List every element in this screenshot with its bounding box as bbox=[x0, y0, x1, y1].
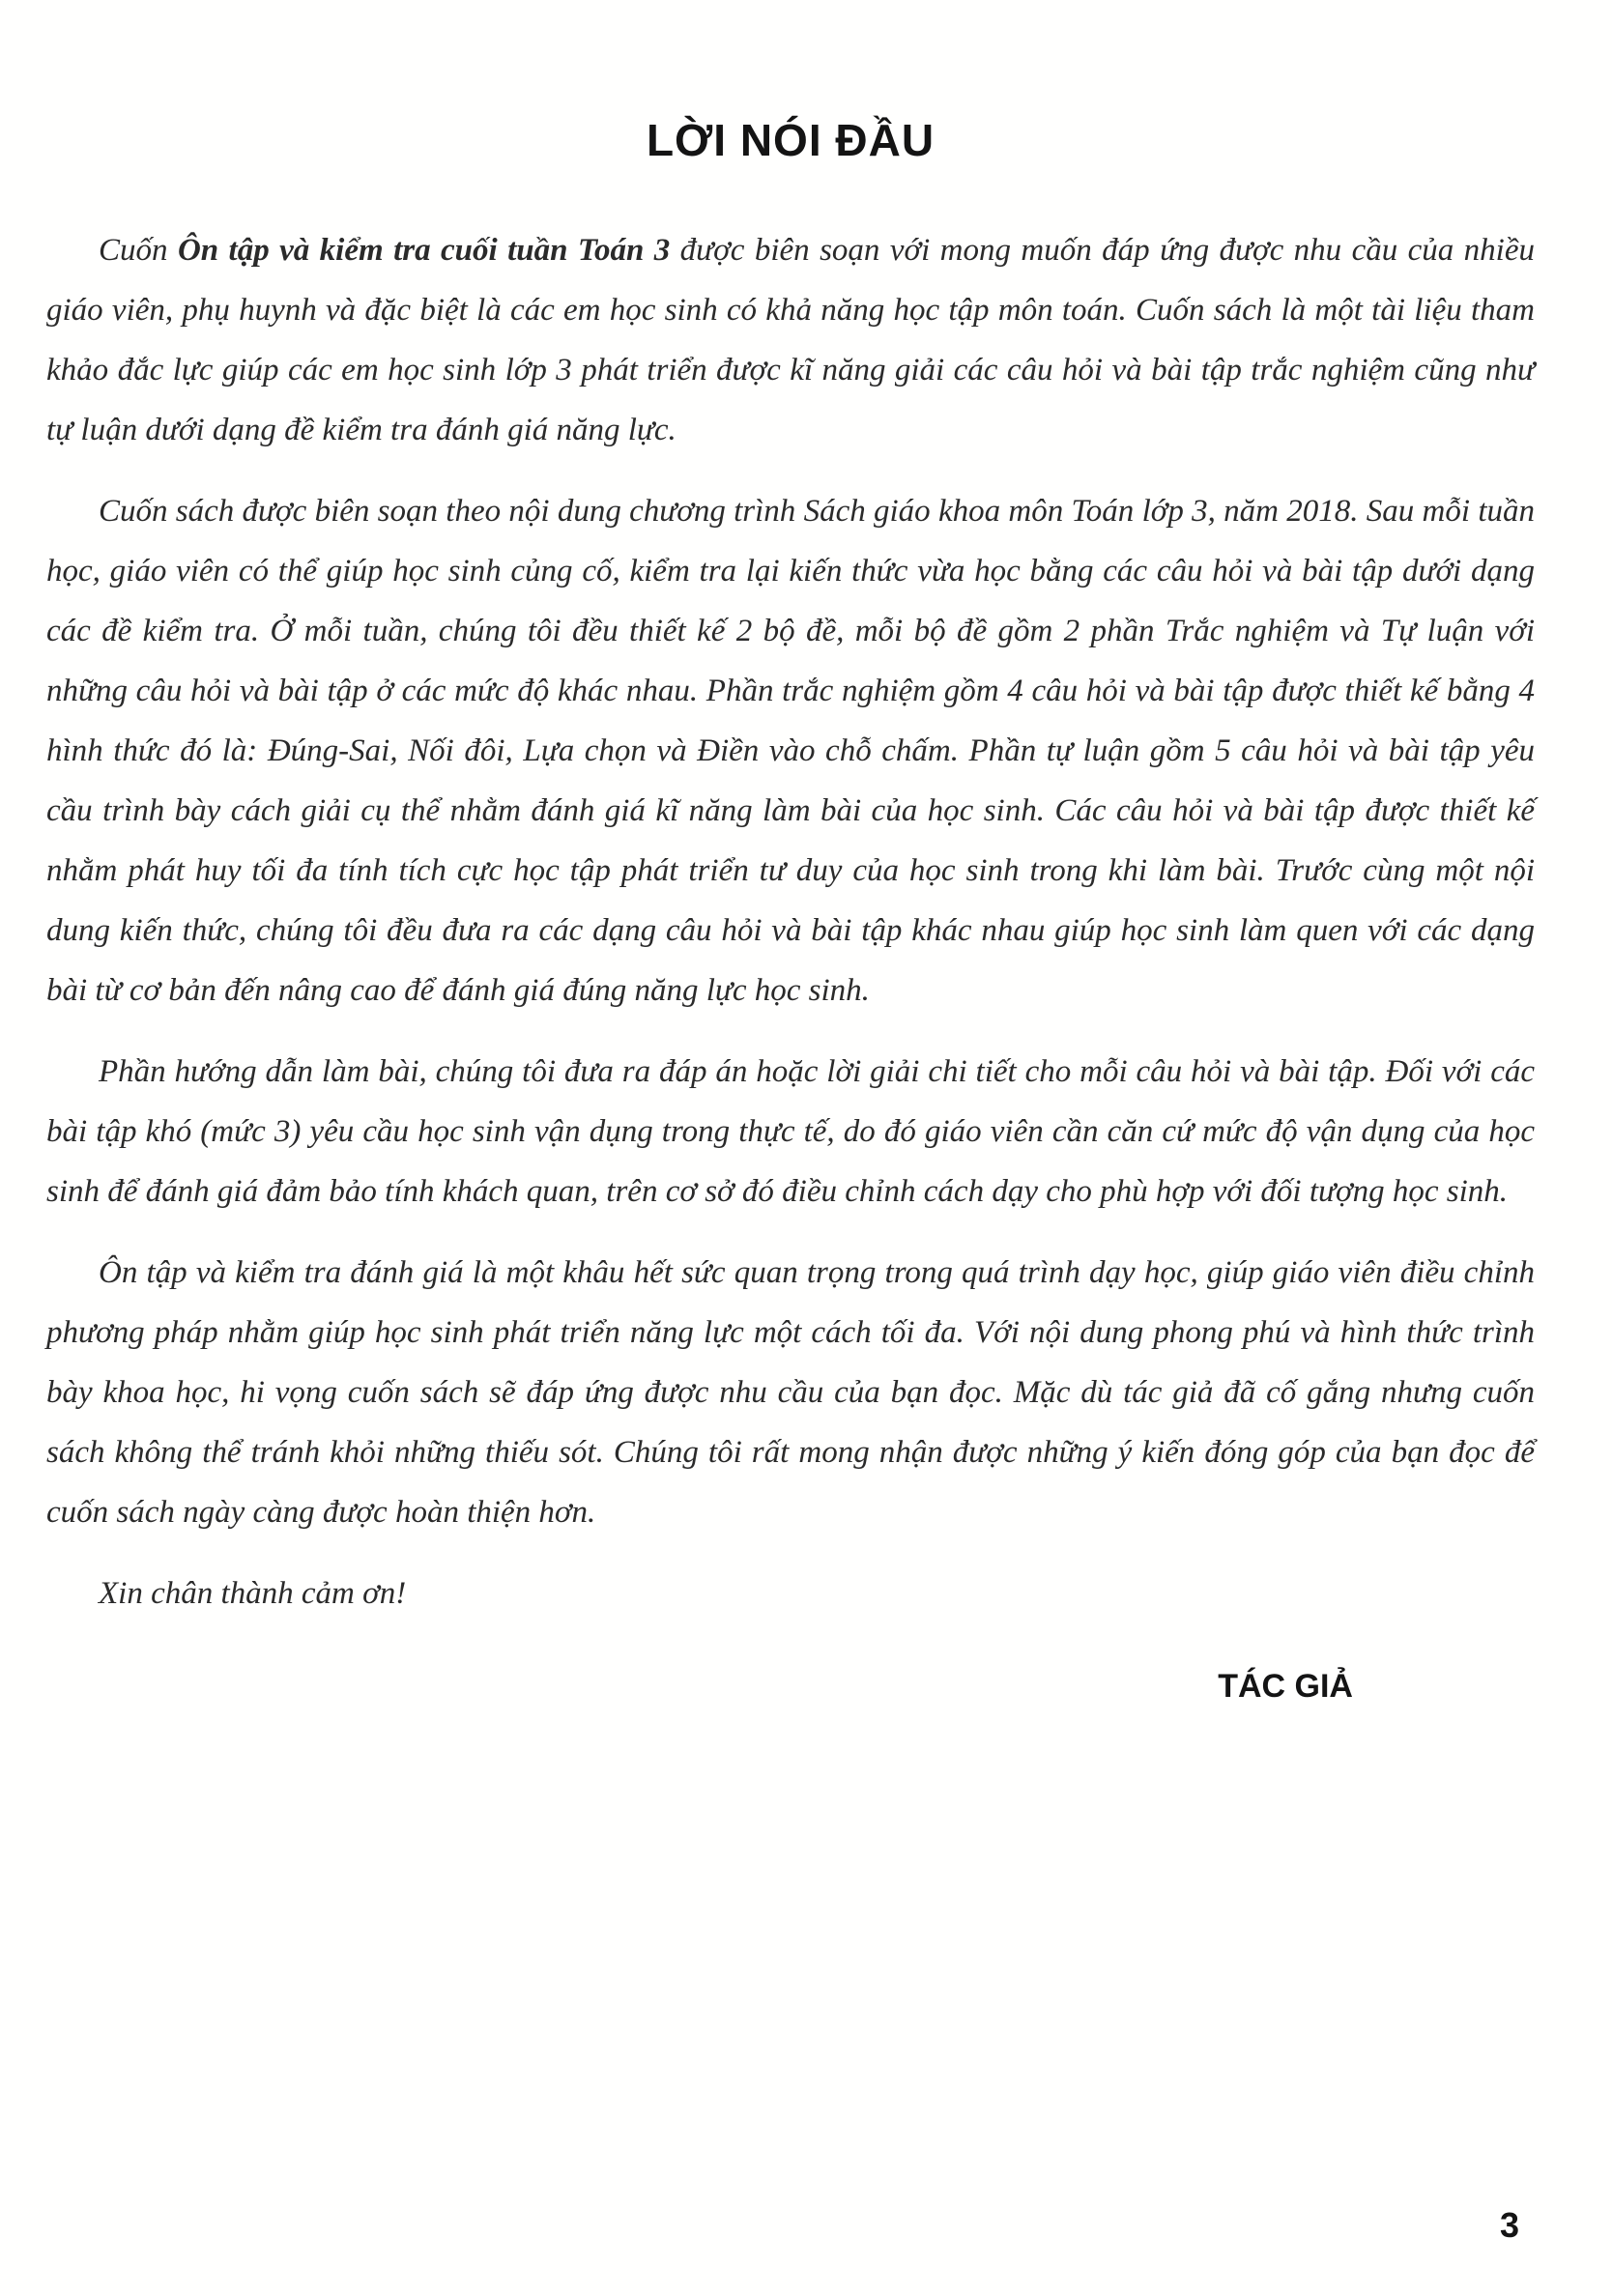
paragraph-guidance: Phần hướng dẫn làm bài, chúng tôi đưa ra đáp án hoặc lời giải chi tiết cho mỗi câu hỏi và bài tập. Đối với các bài tập khó (mức 3) yêu cầu học sinh vận dụng trong thực tế, do đó giáo viên cần căn cứ mức độ vận dụng của học sinh để đánh giá đảm bảo tính khách quan, trên cơ sở đó điều chỉnh cách dạy cho phù hợp với đối tượng học sinh. bbox=[46, 1054, 1535, 1209]
author-signature: TÁC GIẢ bbox=[1218, 1668, 1353, 1705]
page-title: LỜI NÓI ĐẦU bbox=[646, 115, 936, 165]
page-number: 3 bbox=[1499, 2205, 1519, 2245]
paragraph-structure: Cuốn sách được biên soạn theo nội dung chương trình Sách giáo khoa môn Toán lớp 3, năm 2018. Sau mỗi tuần học, giáo viên có thể giúp học sinh củng cố, kiểm tra lại kiến thức vừa học bằng các câu hỏi và bài tập dưới dạng các đề kiểm tra. Ở mỗi tuần, chúng tôi đều thiết kế 2 bộ đề, mỗi bộ đề gồm 2 phần Trắc nghiệm và Tự luận với những câu hỏi và bài tập ở các mức độ khác nhau. Phần trắc nghiệm gồm 4 câu hỏi và bài tập được thiết kế bằng 4 hình thức đó là: Đúng-Sai, Nối đôi, Lựa chọn và Điền vào chỗ chấm. Phần tự luận gồm 5 câu hỏi và bài tập yêu cầu trình bày cách giải cụ thể nhằm đánh giá kĩ năng làm bài của học sinh. Các câu hỏi và bài tập được thiết kế nhằm phát huy tối đa tính tích cực học tập phát triển tư duy của học sinh trong khi làm bài. Trước cùng một nội dung kiến thức, chúng tôi đều đưa ra các dạng câu hỏi và bài tập khác nhau giúp học sinh làm quen với các dạng bài từ cơ bản đến nâng cao để đánh giá đúng năng lực học sinh. bbox=[46, 494, 1535, 1008]
paragraph-conclusion: Ôn tập và kiểm tra đánh giá là một khâu hết sức quan trọng trong quá trình dạy học, giúp giáo viên điều chỉnh phương pháp nhằm giúp học sinh phát triển năng lực một cách tối đa. Với nội dung phong phú và hình thức trình bày khoa học, hi vọng cuốn sách sẽ đáp ứng được nhu cầu của bạn đọc. Mặc dù tác giả đã cố gắng nhưng cuốn sách không thể tránh khỏi những thiếu sót. Chúng tôi rất mong nhận được những ý kiến đóng góp của bạn đọc để cuốn sách ngày càng được hoàn thiện hơn. bbox=[46, 1255, 1535, 1530]
paragraph-text: Cuốn bbox=[99, 233, 178, 268]
book-title-bold: Ôn tập và kiểm tra cuối tuần Toán 3 bbox=[177, 233, 671, 268]
paragraph-text: được biên soạn với mong muốn đáp ứng được nhu cầu của nhiều giáo viên, phụ huynh và đặc biệt là các em học sinh có khả năng học tập môn toán. Cuốn sách là một tài liệu tham khảo đắc lực giúp các em học sinh lớp 3 phát triển được kĩ năng giải các câu hỏi và bài tập trắc nghiệm cũng như tự luận dưới dạng đề kiểm tra đánh giá năng lực. bbox=[46, 233, 1536, 447]
paragraph-intro bbox=[46, 220, 1535, 460]
closing-thanks: Xin chân thành cảm ơn! bbox=[99, 1576, 407, 1611]
